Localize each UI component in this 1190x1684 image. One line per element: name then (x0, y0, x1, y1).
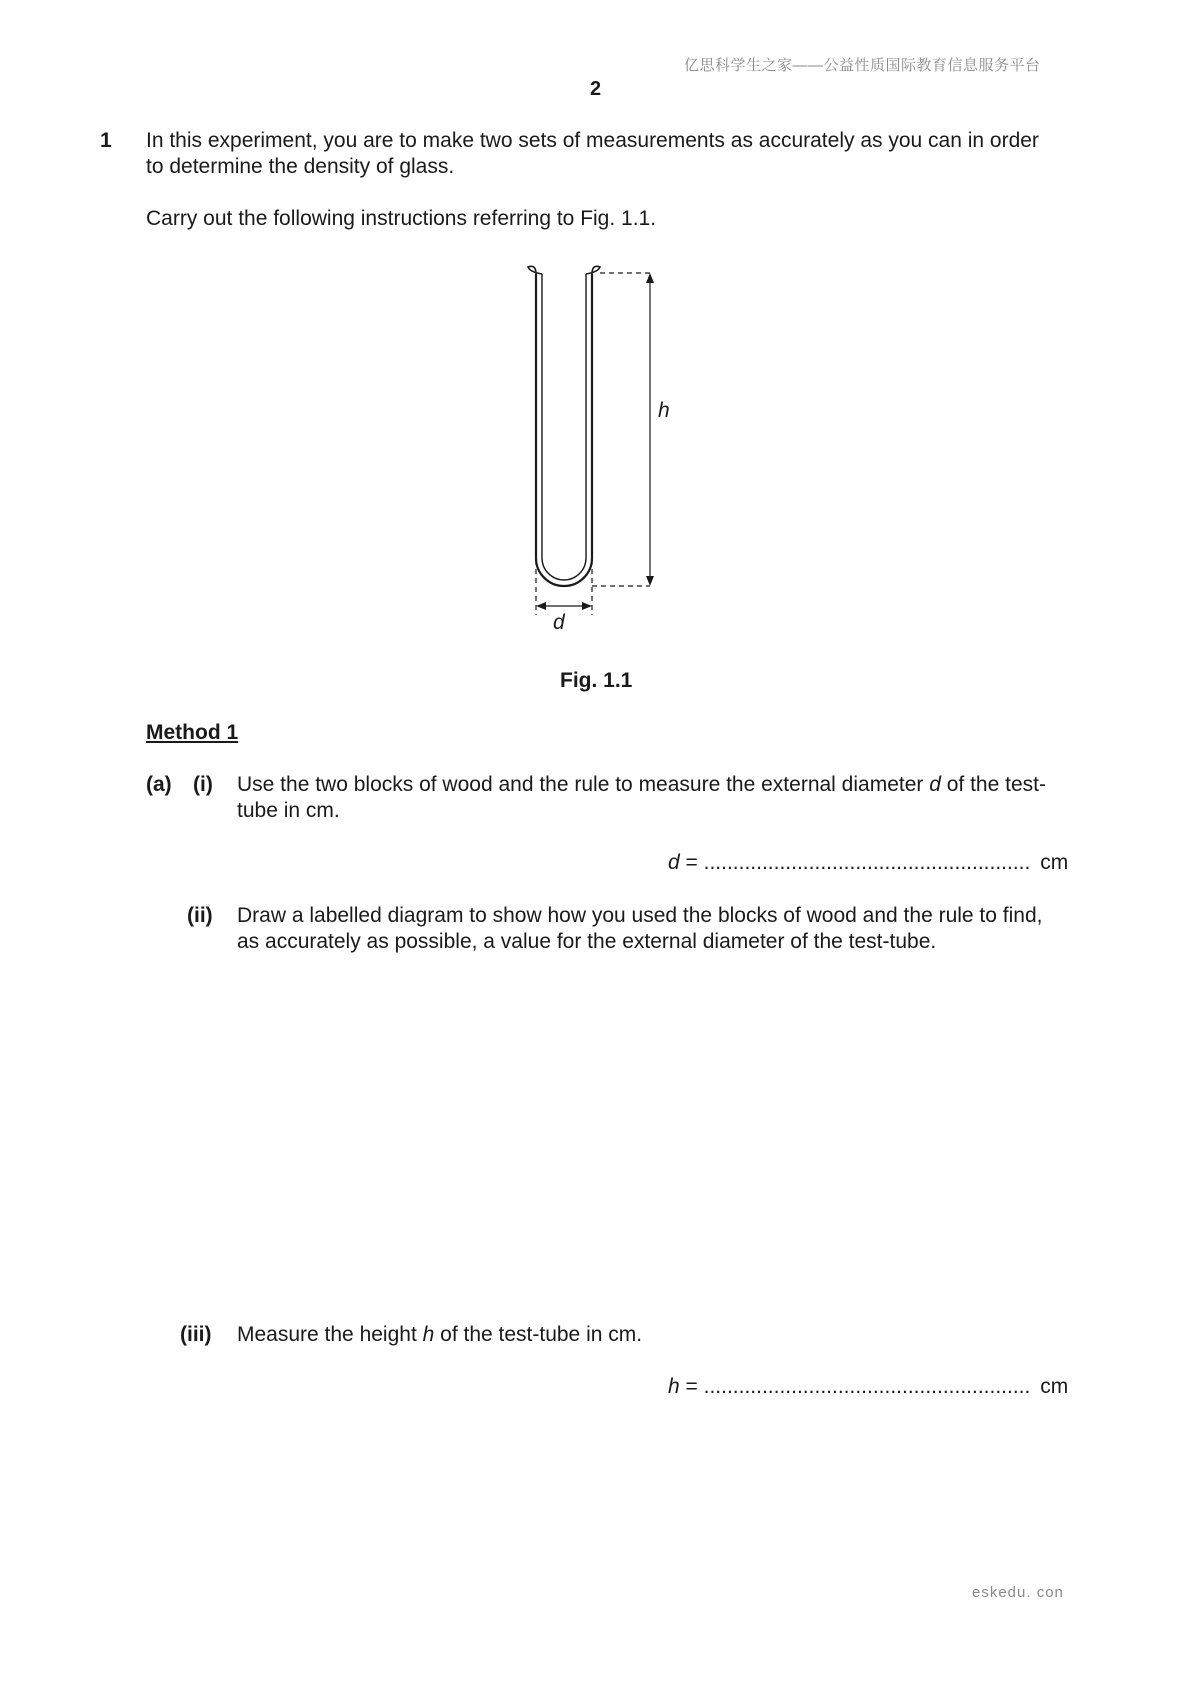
answer-line-h (668, 1374, 1068, 1400)
method-heading: Method 1 (146, 721, 239, 744)
part-a-label: (a) (146, 773, 172, 796)
answer-d-var: d (668, 851, 680, 874)
part-a-ii-line-1: Draw a labelled diagram to show how you used the blocks of wood and the rule to find, (237, 904, 1043, 927)
figure-label-d: d (553, 611, 565, 634)
answer-d-unit: cm (1040, 851, 1069, 874)
answer-h-eq: = (679, 1375, 704, 1398)
part-a-i-var: d (929, 773, 941, 796)
answer-h-unit: cm (1040, 1375, 1069, 1398)
answer-line-d (668, 850, 1068, 876)
test-tube-inner-wall (542, 274, 586, 580)
height-arrow-head-top (646, 273, 654, 283)
test-tube-left-lip (528, 266, 542, 274)
part-a-i-text-pre: Use the two blocks of wood and the rule to measure the external diameter (237, 773, 930, 796)
answer-d-eq: = (679, 851, 704, 874)
diameter-arrow-head-left (536, 602, 546, 610)
footer-site-text: eskedu. con (972, 1584, 1064, 1601)
test-tube-right-lip (586, 266, 600, 274)
part-a-i-label: (i) (193, 773, 213, 796)
part-a-iii-text-post: of the test-tube in cm. (434, 1323, 643, 1346)
answer-d-blank[interactable]: ........................................................ (703, 851, 1031, 874)
diagram-drawing-area[interactable] (237, 970, 1097, 1300)
intro-line-1: In this experiment, you are to make two sets of measurements as accurately as you can in order (146, 129, 1039, 152)
height-arrow-head-bottom (646, 576, 654, 586)
part-a-iii-var: h (422, 1323, 435, 1346)
part-a-ii-line-2: as accurately as possible, a value for the external diameter of the test-tube. (237, 930, 937, 953)
part-a-i-text-post: of the test- (940, 773, 1046, 796)
test-tube-outer-wall (536, 274, 592, 586)
intro-line-2: to determine the density of glass. (146, 155, 455, 178)
part-a-iii-label: (iii) (180, 1323, 212, 1346)
page-number: 2 (590, 78, 602, 100)
question-number: 1 (100, 129, 112, 152)
figure-caption: Fig. 1.1 (560, 669, 633, 692)
watermark-text: 亿思科学生之家——公益性质国际教育信息服务平台 (684, 57, 1041, 74)
answer-h-blank[interactable]: ........................................................ (703, 1375, 1031, 1398)
instruction-text: Carry out the following instructions referring to Fig. 1.1. (146, 207, 657, 230)
test-tube-figure (500, 260, 700, 640)
diameter-arrow-head-right (582, 602, 592, 610)
part-a-ii-label: (ii) (187, 904, 213, 927)
part-a-iii-text (237, 1322, 642, 1348)
part-a-i-line-1 (237, 772, 1046, 798)
answer-h-var: h (668, 1375, 680, 1398)
part-a-i-line-2: tube in cm. (237, 799, 340, 822)
part-a-iii-text-pre: Measure the height (237, 1323, 423, 1346)
figure-label-h: h (658, 399, 670, 422)
